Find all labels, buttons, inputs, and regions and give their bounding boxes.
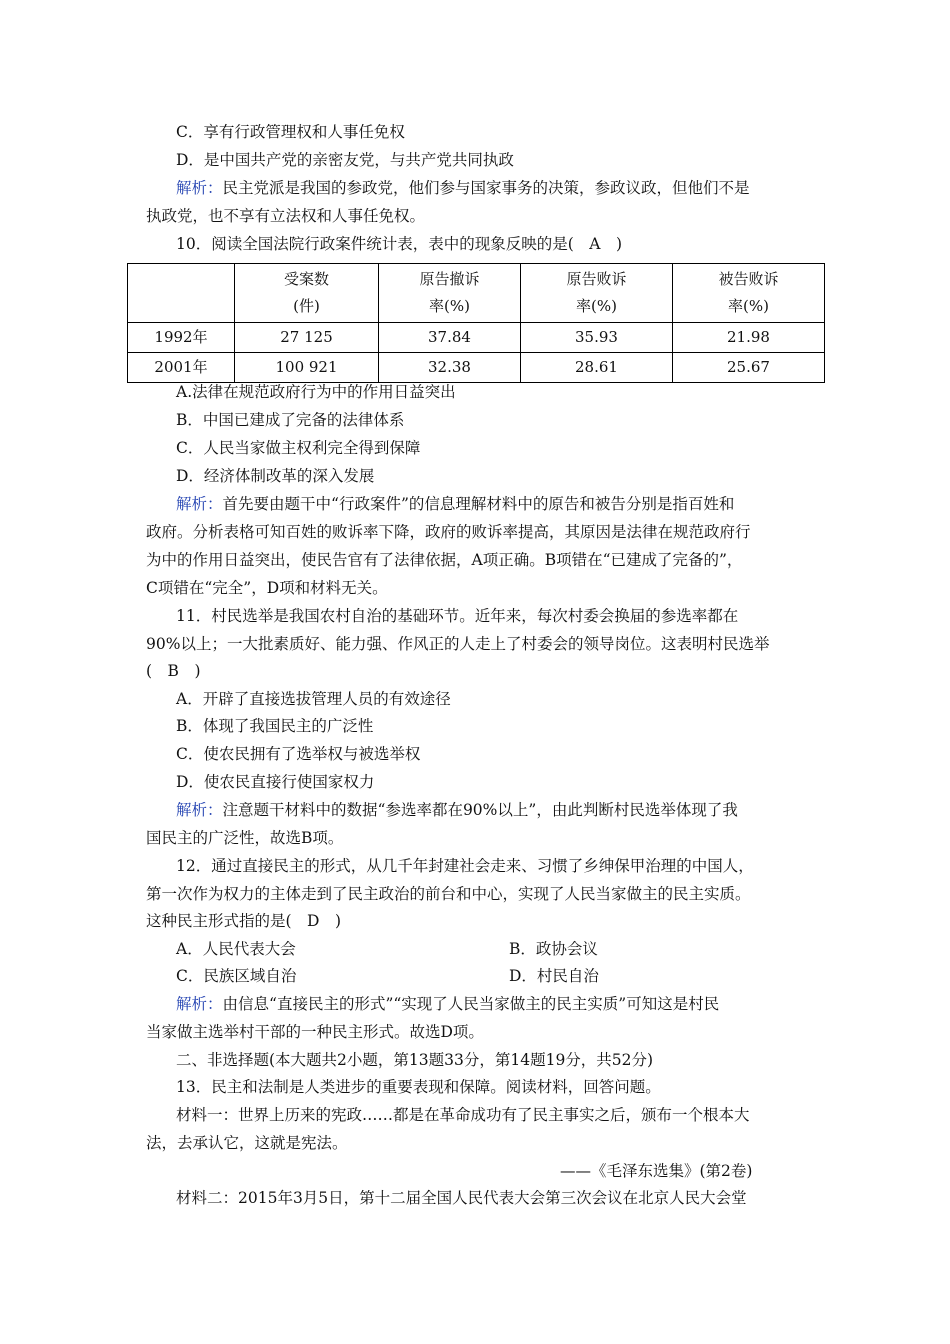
analysis-label: 解析： (176, 995, 223, 1013)
q13-material2-line-1: 材料二：2015年3月5日，第十二届全国人民代表大会第三次会议在北京人民大会堂 (176, 1189, 747, 1207)
header-line: (件) (293, 297, 320, 315)
header-line: 率(%) (429, 297, 470, 315)
header-line: 率(%) (728, 297, 769, 315)
table-row (128, 323, 825, 353)
table-cell: 25.67 (673, 353, 825, 383)
q12-stem-line-3: 这种民主形式指的是( D ) (146, 912, 342, 930)
q10-analysis-line-1 (176, 494, 734, 514)
analysis-label: 解析： (176, 179, 223, 197)
analysis-label: 解析： (176, 801, 223, 819)
q11-analysis-line-1 (176, 800, 738, 820)
q12-option-c: C．民族区域自治 (176, 967, 297, 985)
q13-material1-source: ——《毛泽东选集》(第2卷) (560, 1162, 753, 1180)
q11-option-a: A．开辟了直接选拔管理人员的有效途径 (176, 690, 451, 708)
table-cell: 27 125 (235, 323, 379, 353)
q10-option-d: D．经济体制改革的深入发展 (176, 467, 375, 485)
table-cell: 32.38 (379, 353, 521, 383)
q10-stem: 10．阅读全国法院行政案件统计表，表中的现象反映的是( A ) (176, 235, 623, 253)
analysis-label: 解析： (176, 495, 223, 513)
q13-material1-line-2: 法，去承认它，这就是宪法。 (146, 1134, 348, 1152)
table-header-cell (235, 264, 379, 323)
q10-option-a: A.法律在规范政府行为中的作用日益突出 (176, 383, 456, 401)
q12-option-d: D．村民自治 (509, 967, 599, 985)
q12-analysis-line-2: 当家做主选举村干部的一种民主形式。故选D项。 (146, 1023, 484, 1041)
header-line: 原告撤诉 (419, 270, 480, 288)
table-header-row (128, 264, 825, 323)
table-cell: 2001年 (128, 353, 235, 383)
header-line: 被告败诉 (718, 270, 779, 288)
table-row (128, 353, 825, 383)
analysis-text: 由信息“直接民主的形式”“实现了人民当家做主的民主实质”可知这是村民 (222, 995, 720, 1013)
table-cell: 35.93 (521, 323, 673, 353)
statistics-table (127, 263, 825, 383)
header-line: 率(%) (576, 297, 617, 315)
q11-option-b: B．体现了我国民主的广泛性 (176, 717, 374, 735)
q12-stem-line-1: 12．通过直接民主的形式，从几千年封建社会走来、习惯了乡绅保甲治理的中国人， (176, 857, 754, 875)
table-header-cell (521, 264, 673, 323)
q12-stem-line-2: 第一次作为权力的主体走到了民主政治的前台和中心，实现了人民当家做主的民主实质。 (146, 885, 751, 903)
q10-option-b: B．中国已建成了完备的法律体系 (176, 411, 405, 429)
table-cell: 37.84 (379, 323, 521, 353)
table-cell: 1992年 (128, 323, 235, 353)
q11-stem-line-2: 90%以上；一大批素质好、能力强、作风正的人走上了村委会的领导岗位。这表明村民选举 (146, 635, 770, 653)
q10-analysis-line-3: 为中的作用日益突出，使民告官有了法律依据，A项正确。B项错在“已建成了完备的”， (146, 551, 743, 569)
q11-stem-line-3: ( B ) (146, 662, 201, 680)
q11-option-d: D．使农民直接行使国家权力 (176, 773, 375, 791)
table-cell: 100 921 (235, 353, 379, 383)
section-heading: 二、非选择题(本大题共2小题，第13题33分，第14题19分，共52分) (176, 1051, 654, 1069)
q9-analysis-line-1 (176, 178, 750, 198)
table-cell: 28.61 (521, 353, 673, 383)
q11-stem-line-1: 11．村民选举是我国农村自治的基础环节。近年来，每次村委会换届的参选率都在 (176, 607, 739, 625)
q12-analysis-line-1 (176, 994, 719, 1014)
analysis-text: 注意题干材料中的数据“参选率都在90%以上”，由此判断村民选举体现了我 (222, 801, 738, 819)
q12-option-b: B．政协会议 (509, 940, 598, 958)
table-cell: 21.98 (673, 323, 825, 353)
q11-analysis-line-2: 国民主的广泛性，故选B项。 (146, 829, 344, 847)
q10-option-c: C．人民当家做主权利完全得到保障 (176, 439, 421, 457)
q9-analysis-line-2: 执政党，也不享有立法权和人事任免权。 (146, 207, 426, 225)
q11-option-c: C．使农民拥有了选举权与被选举权 (176, 745, 421, 763)
q12-option-a: A．人民代表大会 (176, 940, 296, 958)
q9-option-d: D．是中国共产党的亲密友党，与共产党共同执政 (176, 151, 514, 169)
q13-stem: 13．民主和法制是人类进步的重要表现和保障。阅读材料，回答问题。 (176, 1078, 661, 1096)
header-line: 受案数 (283, 270, 329, 288)
table-header-cell (128, 264, 235, 323)
table-header-cell (673, 264, 825, 323)
q10-analysis-line-2: 政府。分析表格可知百姓的败诉率下降，政府的败诉率提高，其原因是法律在规范政府行 (146, 523, 751, 541)
table-header-cell (379, 264, 521, 323)
q10-analysis-line-4: C项错在“完全”，D项和材料无关。 (146, 579, 388, 597)
analysis-text: 首先要由题干中“行政案件”的信息理解材料中的原告和被告分别是指百姓和 (222, 495, 735, 513)
q13-material1-line-1: 材料一：世界上历来的宪政……都是在革命成功有了民主事实之后，颁布一个根本大 (176, 1106, 750, 1124)
analysis-text: 民主党派是我国的参政党，他们参与国家事务的决策，参政议政，但他们不是 (222, 179, 750, 197)
header-line: 原告败诉 (566, 270, 627, 288)
q9-option-c: C．享有行政管理权和人事任免权 (176, 123, 405, 141)
